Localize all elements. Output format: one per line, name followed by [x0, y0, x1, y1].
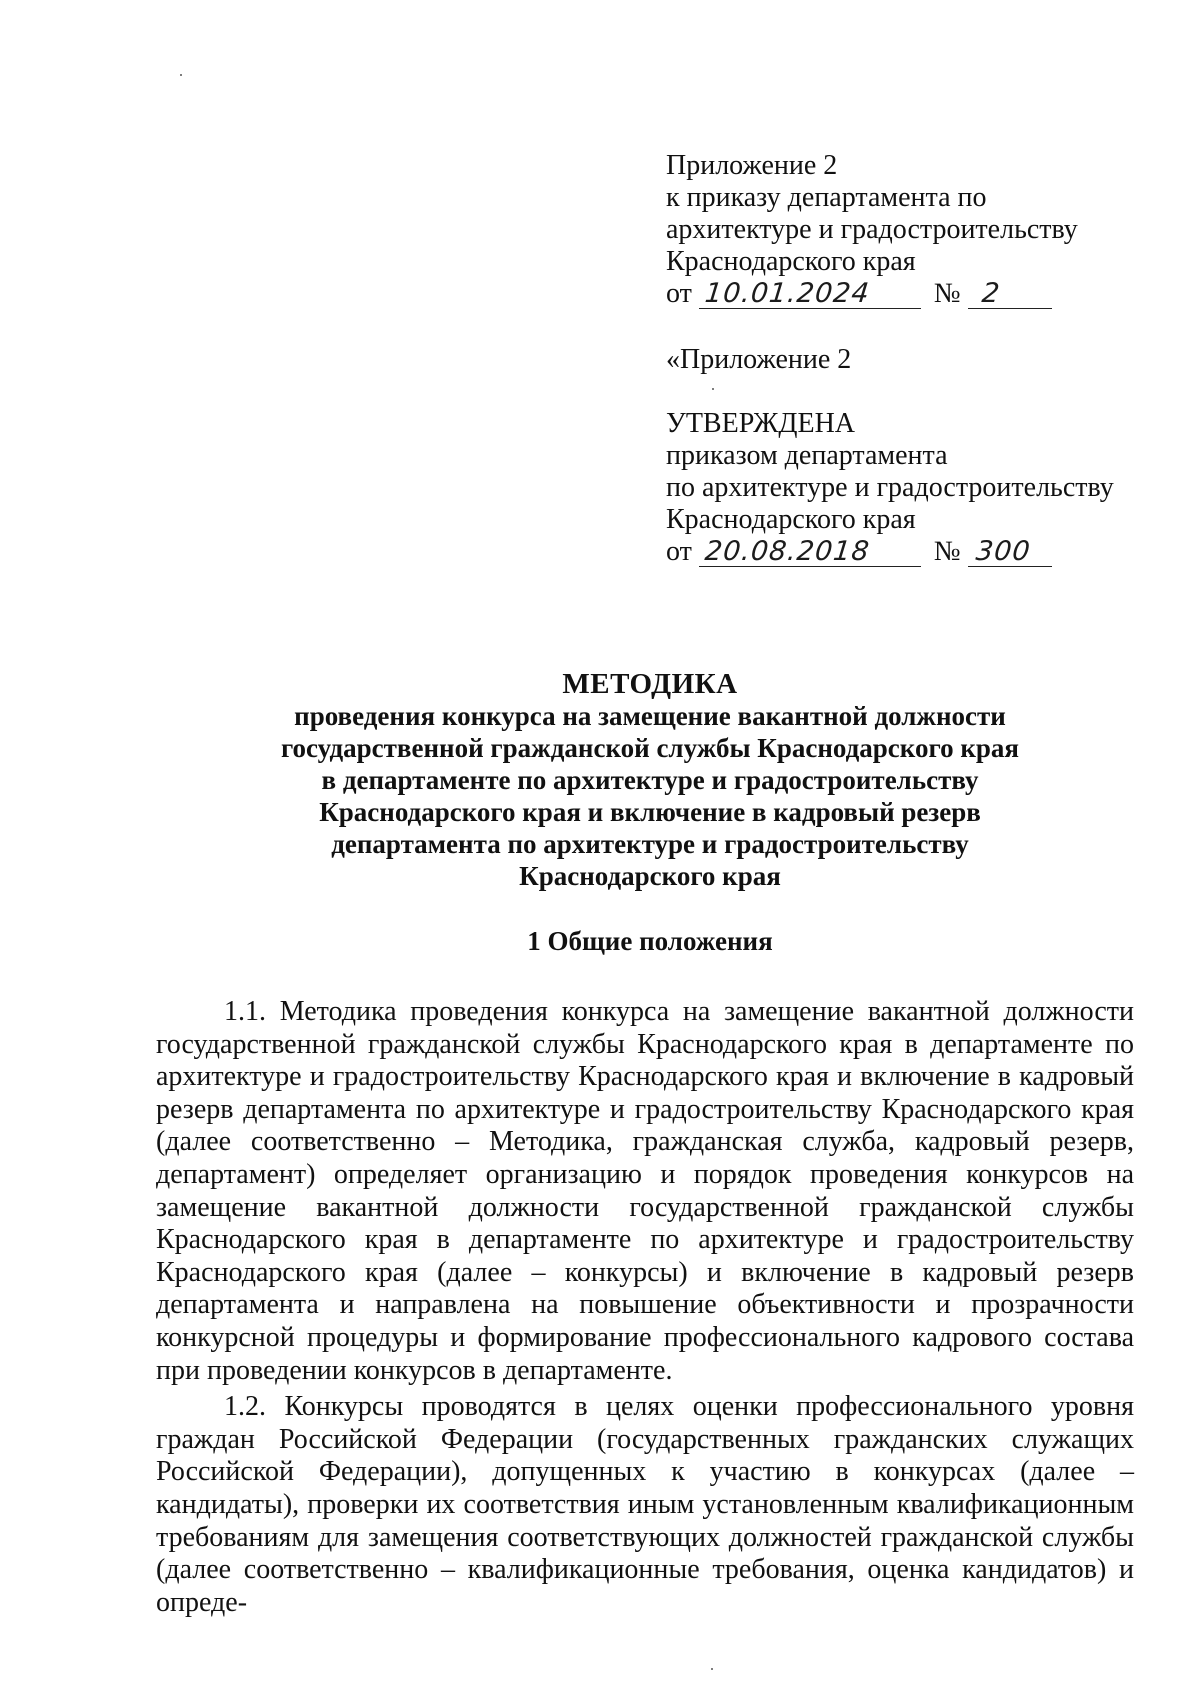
- scan-speck: [712, 388, 714, 390]
- approved-line-3: Краснодарского края: [666, 504, 916, 535]
- title-line: Краснодарского края и включение в кадровый резерв: [319, 797, 981, 827]
- approved-date-number-line: [666, 536, 1114, 568]
- order-date-number-line: [666, 278, 1078, 310]
- order-reference-line-1: к приказу департамента по: [666, 182, 987, 213]
- from-label: от: [666, 536, 692, 567]
- approval-block: [666, 408, 1114, 568]
- section-heading: 1 Общие положения: [527, 926, 773, 956]
- order-reference-line-2: архитектуре и градостроительству: [666, 214, 1078, 245]
- number-label: №: [933, 536, 961, 567]
- section-body: [156, 996, 1134, 1623]
- approved-number-field: [968, 538, 1052, 567]
- order-reference-line-3: Краснодарского края: [666, 246, 916, 277]
- paragraph-1-1: 1.1. Методика проведения конкурса на замещение вакантной должности государственной гражданской службы Краснодарского края в департаменте по архитектуре и градостроительству Краснодарского края и включение в кадровый резерв департамента по архитектуре и градостроительству Краснодарского края (далее соответственно – Методика, гражданская служба, кадровый резерв, департамент) определяет организацию и порядок проведения конкурсов на замещение вакантной должности государственной гражданской службы Краснодарского края в департаменте по архитектуре и градостроительству Краснодарского края (далее – конкурсы) и включение в кадровый резерв департамента и направлена на повышение объективности и прозрачности конкурсной процедуры и формирование профессионального кадрового состава при проведении конкурсов в департаменте.: [156, 996, 1134, 1386]
- title-line: департамента по архитектуре и градостроительству: [331, 829, 969, 859]
- approved-number-handwritten: 300: [974, 536, 1032, 567]
- title-line: Краснодарского края: [519, 861, 781, 891]
- appendix-label: Приложение 2: [666, 150, 838, 181]
- order-date-handwritten: 10.01.2024: [703, 278, 872, 309]
- approved-line-1: приказом департамента: [666, 440, 948, 471]
- approved-date-field: [699, 538, 921, 567]
- order-number-handwritten: 2: [980, 278, 1002, 309]
- quoted-appendix: [666, 344, 851, 376]
- approved-line-2: по архитектуре и градостроительству: [666, 472, 1114, 503]
- paragraph-1-2: 1.2. Конкурсы проводятся в целях оценки профессионального уровня граждан Российской Федерации (государственных гражданских служащих Российской Федерации), допущенных к участию в конкурсах (далее – кандидаты), проверки их соответствия иным установленным квалификационным требованиям для замещения соответствующих должностей гражданской службы (далее соответственно – квалификационные требования, оценка кандидатов) и опреде-: [156, 1391, 1134, 1618]
- approved-date-handwritten: 20.08.2018: [703, 536, 872, 567]
- title-line: в департаменте по архитектуре и градостроительству: [321, 765, 979, 795]
- approved-label: УТВЕРЖДЕНА: [666, 408, 856, 439]
- order-number-field: [968, 280, 1052, 309]
- from-label: от: [666, 278, 692, 309]
- title-line: проведения конкурса на замещение вакантной должности: [294, 701, 1006, 731]
- document-title: [150, 668, 1150, 892]
- scan-speck: [180, 74, 182, 76]
- order-date-field: [699, 280, 921, 309]
- number-label: №: [933, 278, 961, 309]
- title-line: государственной гражданской службы Краснодарского края: [280, 733, 1020, 763]
- title-main: МЕТОДИКА: [562, 668, 738, 700]
- quoted-appendix-label: «Приложение 2: [666, 344, 852, 375]
- scan-speck: [711, 1668, 713, 1670]
- appendix-header: [666, 150, 1078, 310]
